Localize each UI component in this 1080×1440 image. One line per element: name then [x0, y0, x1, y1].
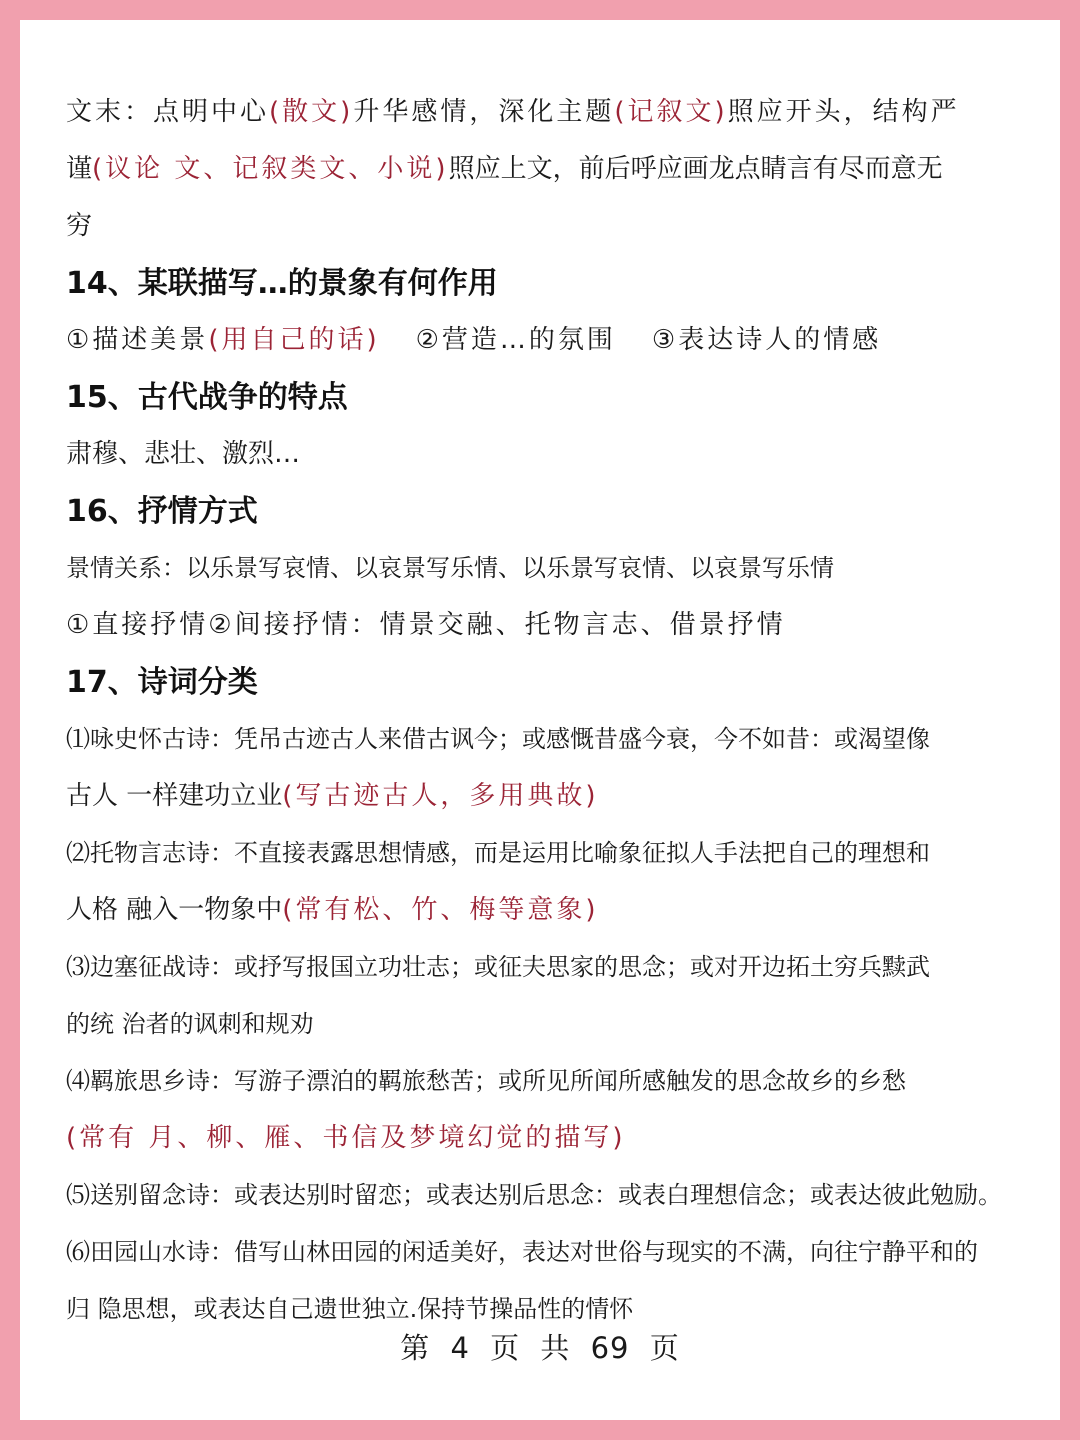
section-17-heading: 17、诗词分类: [66, 665, 258, 700]
section-16-line-2: ①直接抒情②间接抒情：情景交融、托物言志、借景抒情: [66, 610, 786, 640]
section-15-text: 肃穆、悲壮、激烈…: [66, 439, 301, 469]
poem-type-1-line-1: ⑴咏史怀古诗：凭吊古迹古人来借古讽今；或感慨昔盛今衰，今不如昔：或渴望像: [66, 725, 930, 753]
section-16-line-1: 景情关系：以乐景写哀情、以哀景写乐情、以乐景写哀情、以哀景写乐情: [66, 554, 834, 582]
note-prose: (散文): [269, 97, 354, 127]
poem-type-3-line-1: ⑶边塞征战诗：或抒写报国立功壮志；或征夫思家的思念；或对开边拓土穷兵黩武: [66, 953, 930, 981]
intro-line-2: [66, 141, 1026, 198]
item-describe-scene: ①描述美景: [66, 325, 209, 355]
note-own-words: (用自己的话): [208, 325, 380, 355]
note-imagery: (常有松、竹、梅等意象): [282, 895, 599, 925]
page-content: [66, 84, 1026, 1338]
note-allusions: (写古迹古人，多用典故): [282, 781, 599, 811]
note-narrative: (记叙文): [614, 97, 728, 127]
section-15-heading: 15、古代战争的特点: [66, 380, 348, 415]
poem-type-6-line-2: 归 隐思想，或表达自己遗世独立.保持节操品性的情怀: [66, 1295, 634, 1323]
poem-type-2-line-1: ⑵托物言志诗：不直接表露思想情感，而是运用比喻象征拟人手法把自己的理想和: [66, 839, 930, 867]
page-number: 第 4 页 共 69 页: [400, 1331, 680, 1365]
poem-type-4-line-2: (常有 月、柳、雁、书信及梦境幻觉的描写): [66, 1123, 626, 1153]
text-span: 谨: [66, 154, 93, 184]
text-span: 人格 融入一物象中: [66, 895, 283, 925]
poem-type-2-line-2: [66, 882, 1026, 939]
text-span: 古人 一样建功立业: [66, 781, 283, 811]
note-genres: (议论 文、记叙类文、小说): [92, 154, 449, 184]
section-14-items: [66, 312, 1026, 369]
poem-type-1-line-2: [66, 768, 1026, 825]
poem-type-3-line-2: 的统 治者的讽刺和规劝: [66, 1010, 314, 1038]
text-span: 照应上文，前后呼应画龙点睛言有尽而意无: [448, 154, 943, 184]
section-16-heading: 16、抒情方式: [66, 494, 258, 529]
item-create-atmosphere: ②营造…的氛围: [415, 325, 616, 355]
item-express-emotion: ③表达诗人的情感: [651, 325, 882, 355]
text-span: 升华感情，深化主题: [353, 97, 615, 127]
poem-type-6-line-1: ⑹田园山水诗：借写山林田园的闲适美好，表达对世俗与现实的不满，向往宁静平和的: [66, 1238, 978, 1266]
poem-type-4-line-1: ⑷羁旅思乡诗：写游子漂泊的羁旅愁苦；或所见所闻所感触发的思念故乡的乡愁: [66, 1067, 906, 1095]
intro-line-3: 穷: [66, 211, 93, 241]
document-page: [20, 20, 1060, 1420]
poem-type-5-line-1: ⑸送别留念诗：或表达别时留恋；或表达别后思念：或表白理想信念；或表达彼此勉励。: [66, 1181, 1002, 1209]
text-span: 文末：点明中心: [66, 97, 270, 127]
text-span: 照应开头，结构严: [727, 97, 960, 127]
intro-line-1: [66, 84, 1026, 141]
section-14-heading: 14、某联描写…的景象有何作用: [66, 266, 498, 301]
